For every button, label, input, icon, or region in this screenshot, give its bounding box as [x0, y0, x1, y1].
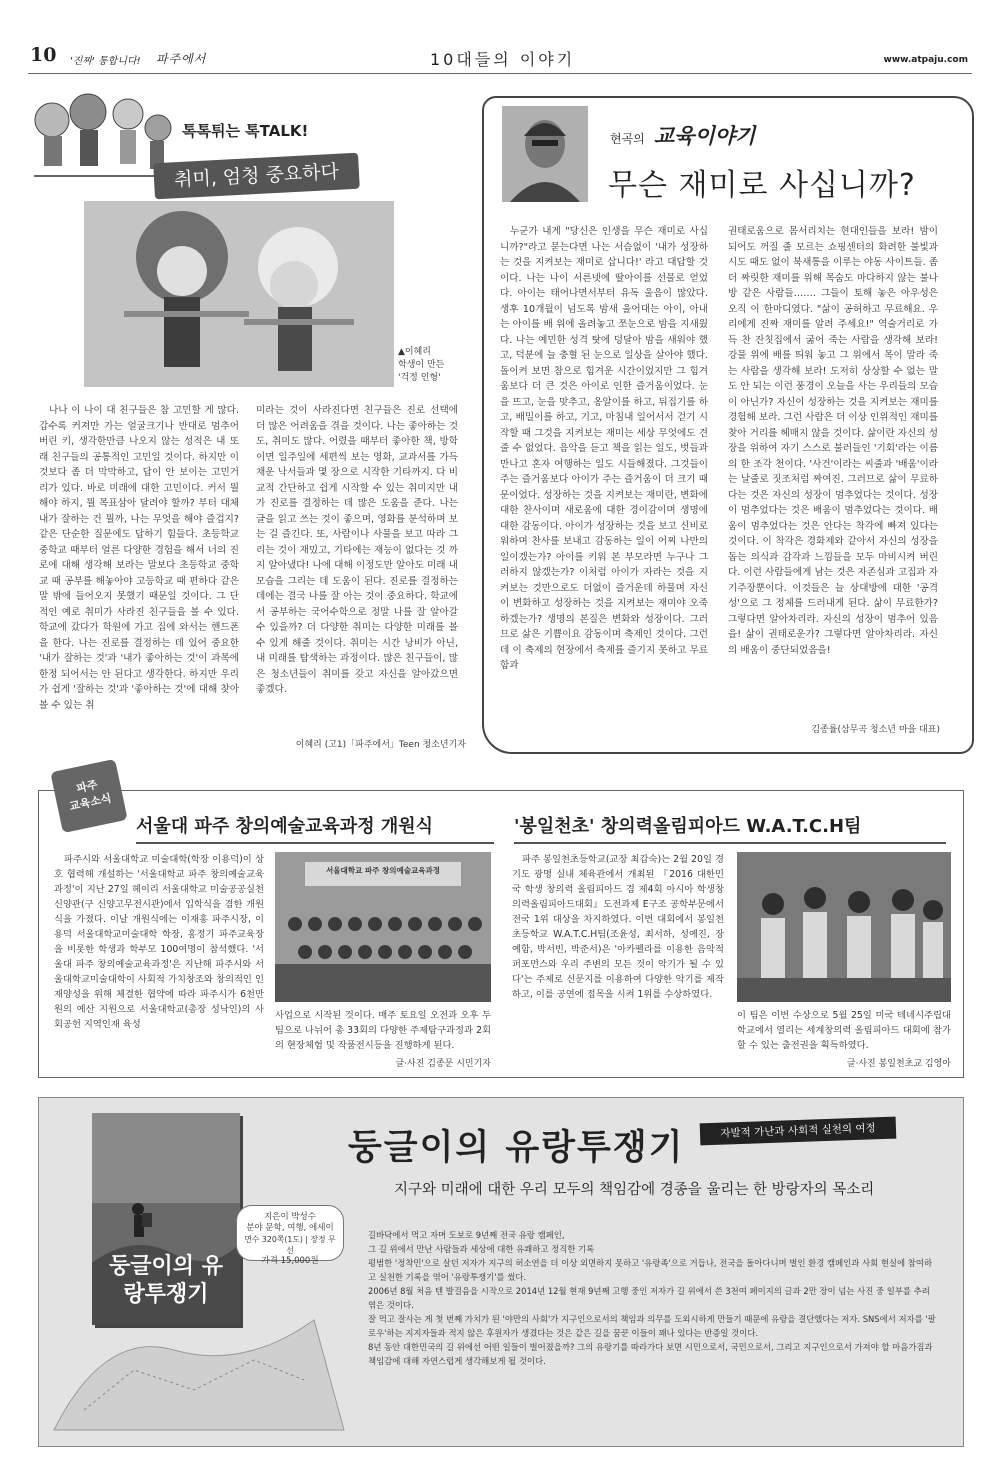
book-desc-para-3: 잘 먹고 잘사는 게 첫 번째 가치가 된 '야만의 사회'가 지구인으로서의 책임과 의무를 도외시하게 만들기 때문에 유랑을 결단했다는 저자. SNS에서 저자를 '팔로우'하는 지지자들과 적지 않은 후원자가 생겼다는 것은 같은 길을 꿈꾼 이들이 꽤나 있다는 반증일 것이다.: [368, 1314, 936, 1338]
ceremony-banner-text: 서울대학교 파주 창의예술교육과정: [326, 866, 440, 875]
column-byline: 김종률(삼무곡 청소년 마을 대표): [811, 725, 940, 735]
news-right-body: [512, 852, 724, 1072]
map-icon: [44, 1290, 354, 1440]
book-cover-title: 둥글이의 유랑투쟁기: [109, 1254, 223, 1307]
column-body-col1: [500, 224, 708, 746]
header-brand: 파주에서: [156, 52, 207, 66]
team-photo-icon: [737, 852, 951, 1002]
section-title: 10대들의 이야기: [430, 50, 576, 69]
book-tagline: 자발적 가난과 사회적 실천의 여정: [720, 1122, 876, 1140]
ceremony-photo: [275, 852, 491, 1002]
news-right-caption: [737, 1008, 951, 1054]
talk-body-col1: [39, 403, 239, 753]
caption-line-1: ▲이혜리: [398, 347, 432, 357]
talk-paragraph-1: 나나 이 나이 대 친구들은 참 고민할 게 많다. 갑수록 커져만 가는 얼굴크기나 반대로 멈추어버린 키, 생각한만큼 나오지 않는 성적은 내 또래 친구들의 공통적인 고민일 것이다. 하지만 이것보다 좀 더 막막하고, 답이 안 보이는 고민거리가 있다. 바로 미래에 대한 고민이다. 커서 뭘 해야 하지, 뭘 목표삼아 달려야 할까? 부터 대체 내가 잘하는 건 뭘까, 나는 무엇을 해야 즐겁지? 같은 단순한 질문에도 답하기 힘들다. 초등학교 중학교 때부터 얼른 다양한 경험을 해서 너의 진로에 대해 생각해 보라는 말보다 초등학교 중학교 때 공부를 해놓아야 고등학교 때 편하다 같은 말 밖에 들어오지 못했기 때문일 것이다. 그 단적인 예로 취미가 사라진 친구들을 볼 수 있다. 학교에 갔다가 학원에 가고 집에 와서는 핸드폰을 한다. 나는 진로를 결정하는 데 있어 중요한 '내가 잘하는 것'과 '내가 좋아하는 것'이 과목에 한정 되어서는 안 된다고 생각한다. 하지만 우리가 쉽게 '잘하는 것'과 '좋아하는 것'에 대해 찾아볼 수 있는 취: [39, 405, 239, 711]
column-kicker-big: 교육이야기: [653, 124, 756, 148]
column-title: 무슨 재미로 사십니까?: [608, 168, 916, 203]
book-subtitle: 지구와 미래에 대한 우리 모두의 책임감에 경종을 울리는 한 방랑자의 목소리: [394, 1182, 875, 1198]
book-desc-line-2: 그 길 위에서 만난 사람들과 세상에 대한 유쾌하고 정직한 기록: [368, 1244, 595, 1254]
author-portrait: [502, 106, 588, 202]
column-kicker-small: 현곡의: [610, 132, 645, 146]
news-right-paragraph: 파주 봉일천초등학교(교장 최갑숙)는 2월 20일 경기도 광명 실내 체육관에서 개최된 『2016 대한민국 학생 창의력 올림피아드 겸 제4회 아시아 학생창의력올림피아드대회』도전과제 E구조 공학부문에서 전국 1위 대상을 차지하였다. 이번 대회에서 봉일천초등학교 W.A.T.C.H팀(조윤성, 최서하, 성예진, 장예함, 박서빈, 박준서)은 '아카펠라를 이용한 음악적 퍼포먼스와 우리 주변의 모든 것이 악기가 될 수 있다'는 주제로 신문지를 이용하여 다양한 악기를 제작하고, 이를 공연에 접목을 시켜 1위를 수상하였다.: [512, 854, 724, 1000]
book-desc-para-4: 8년 동안 대한민국의 길 위에선 어떤 일들이 벌어졌을까? 그의 유랑기를 따라가다 보면 시민으로서, 국민으로서, 그리고 지구인으로서 가져야 할 마음가짐과 책임감에 대해 자연스럽게 생각해보게 될 것이다.: [368, 1342, 933, 1366]
column-paragraph-2: 권태로움으로 몸서리치는 현대인들을 보라! 밤이 되어도 꺼질 줄 모르는 쇼핑센터의 화려한 불빛과 시도 때도 없이 북새통을 이루는 야동 사이트들. 좀 더 짜릿한 재미를 위해 목숨도 마다하지 않는 불나방 같은 사람들……. 그들이 토해 놓은 아우성은 오직 이 한마디였다. "삶이 공허하고 무료해요. 우리에게 진짜 재미를 알려 주세요!" 역술거리로 가득 찬 잔칫집에서 굶어 죽는 사람을 생각해 보라! 강물 위에 배를 띄워 놓고 그 위에서 목이 말라 죽는 사람을 생각해 보라! 도저히 상상할 수 없는 말도 안 되는 이런 풍경이 오늘을 사는 우리들의 모습이 아닌가? 자신이 성장하는 것을 지켜보는 재미를 경험해 보라. 그런 사람은 더 이상 인위적인 재미를 찾아 거리를 헤매지 않을 것이다. 삶이란 자신의 성장을 위하여 자기 스스로 불러들인 '기회'라는 이름의 한 조각 천이다. '사건'이라는 씨줄과 '배움'이라는 날줄로 짓조처럼 짜여진. 그러므로 삶이 무료하다는 것은 자신의 성장이 멈추었다는 것이다. 성장이 멈추었다는 것은 배움이 멈추었다는 것이다. 배움이 멈추었다는 것은 안다는 착각에 빠져 있다는 것이다. 이 착각은 경화제와 같아서 자신의 성장을 돕는 의식과 감각과 느낌들을 모두 마비시켜 버린다. 이런 사람들에게 남는 것은 자존심과 고집과 자기주장뿐이다. 이것들은 늘 상대방에 대한 '공격성'으로 그 정체를 드러내게 된다. 삶이 무료한가? 그렇다면 알아차리라. 자신의 성장이 멈추어 있음을! 삶이 권태로운가? 그렇다면 알아차리라. 자신의 배움이 중단되었음을!: [728, 226, 938, 656]
column-paragraph-1: 누군가 내게 "당신은 인생을 무슨 재미로 사십니까?"라고 묻는다면 나는 서슴없이 '내가 성장하는 것을 지켜보는 재미로 삽니다!' 라고 대답할 것이다. 나는 나이 서른넷에 딸아이를 선물로 얻었다. 아이는 태어나면서부터 유독 울음이 많았다. 생후 10개월이 넘도록 밤새 울어대는 아이, 아내는 아이를 배 위에 올려놓고 쪼눈으로 밤을 지새웠다. 나는 예민한 성격 탓에 덩달아 밤을 새워야 했고, 덕분에 늘 충혈 된 눈으로 일상을 살아야 했다. 돌이켜 보면 참으로 힘겨운 시간이었지만 그 힘겨움보다 더 큰 것은 아이로 인한 즐거움이었다. 눈을 뜨고, 눈을 맞추고, 옹알이를 하고, 뒤집기를 하고, 배밀이를 하고, 기고, 마침내 일어서서 걷기 시작할 때 그것을 지켜보는 재미는 세상 무엇에도 견줄 수 없었다. 음악을 듣고 책을 읽는 일도, 벗들과 만나고 혼자 여행하는 일도 시들해졌다. 그것들이 주는 즐거움보다 아이가 주는 즐거움이 더 크기 때문이었다. 성장하는 것을 지켜보는 재미란, 변화에 대한 찬사이며 새로움에 대한 경이감이며 생명에 대한 감동이다. 아이가 성장하는 것을 보고 신비로워하며 찬사를 보내고 감동하는 일이 어찌 나만의 일이겠는가? 아이를 키워 본 부모라면 누구나 그러하지 않겠는가? 이처럼 아이가 자라는 것을 지켜보는 것만으로도 더없이 즐거운데 하물며 자신이 변화하고 성장하는 것을 지켜보는 재미야 오죽하겠는가? 생명의 본질은 변화와 성장이다. 그러므로 삶은 기쁨이요 감동이며 축제인 것이다. 그런데 이 축제의 현장에서 축제를 즐기지 못하고 무료함과: [500, 226, 708, 671]
team-photo: [737, 852, 951, 1002]
book-desc-para-1: 평범한 '정착민'으로 살던 저자가 지구의 허소연을 더 이상 외면하지 못하고 '유랑족'으로 거듭나, 전국을 돌아다니며 벌인 환경 캠페인과 사회 현실에 참여하고 실천한 기록을 엮어 '유랑투쟁기'를 썼다.: [368, 1258, 933, 1282]
page-number: 10: [30, 44, 57, 66]
news-badge-line-1: 파주: [75, 778, 99, 796]
talk-title: 취미, 엄청 중요하다: [173, 160, 340, 192]
caption-line-2: 학생이 만든: [398, 360, 445, 370]
talk-paragraph-2: 미라는 것이 사라진다면 친구들은 진로 선택에 더 많은 어려움을 겪을 것이다. 나는 좋아하는 것도, 취미도 많다. 어렸을 때부터 좋아한 책, 방학이면 일주일에 세편씩 보는 영화, 교과서를 가득채운 낙서들과 몇 장으로 시작한 기타까지. 다 비교적 간단하고 쉽게 시작할 수 있는 취미지만 내가 진로를 결정하는 데 많은 도움을 준다. 나는 글을 읽고 쓰는 것이 좋으며, 영화를 분석하며 보는 걸 즐긴다. 또, 사람이나 사물을 보고 따라 그리는 것이 재밌고, 기타에는 재능이 없다는 것 까지 알아냈다! 나에 대해 이정도만 알아도 미래 내 모습을 그리는 데 도움이 된다. 진로를 결정하는 데에는 결국 나를 잘 아는 것이 중요하다. 학교에서 공부하는 국어수학으로 정말 나를 잘 알아갈 수 있을까? 더 다양한 취미는 다양한 미래를 볼 수 있게 해줄 것이다. 취미는 시간 낭비가 아닌, 내 미래를 탐색하는 과정이다. 많은 친구들이, 많은 청소년들이 취미를 갖고 자신을 알아갔으면 좋겠다.: [256, 405, 458, 695]
news-left-body-col1: [54, 852, 264, 1072]
book-description: [368, 1228, 940, 1368]
talk-title-banner: [153, 153, 360, 200]
news-left-paragraph-2: 사업으로 시작된 것이다. 매주 토요일 오전과 오후 두 팀으로 나뉘어 총 33회의 다양한 주제탐구과정과 2회의 현장체험 및 작품전시등을 진행하게 된다.: [275, 1010, 491, 1051]
news-badge-line-2: 교육소식: [68, 791, 113, 814]
header-url: www.atpaju.com: [883, 55, 968, 65]
worry-doll-photo: [84, 201, 394, 387]
book-title: 둥글이의 유랑투쟁기: [348, 1128, 685, 1168]
column-kicker: [610, 120, 755, 150]
talk-body-col2: [256, 403, 458, 733]
news-right-title: '봉일천초' 창의력올림피아드 W.A.T.C.H팀: [514, 812, 946, 844]
news-right-caption-text: 이 팀은 이번 수상으로 5월 25일 미국 테네시주립대학교에서 열리는 세계창의력 올림피아드 대회에 참가할 수 있는 출전권을 획득하였다.: [737, 1010, 951, 1051]
news-left-title: 서울대 파주 창의예술교육과정 개원식: [136, 812, 494, 844]
author-portrait-icon: [502, 106, 588, 202]
header-slogan: '진짜' 통합니다!: [70, 56, 141, 67]
book-info-price: 가격 15,000원: [261, 1256, 319, 1266]
column-body-col2: [728, 224, 938, 720]
book-info-genre: 분야 문학, 여행, 에세이: [246, 1223, 334, 1233]
worry-doll-icon: [84, 201, 394, 387]
news-left-paragraph-1: 파주시와 서울대학교 미술대학(학장 이용덕)이 상호 협력해 개설하는 '서울대학교 파주 창의예술교육과정'이 지난 27일 헤이리 서울대학교 미술공공실천 신양관(구 신양고무전시관)에서 입학식을 겸한 개원식을 가졌다. 이날 개원식에는 이재홍 파주시장, 이용덕 서울대학교미술대학 학장, 홍정기 파주교육장을 비롯한 학생과 학부모 100여명이 참석했다. '서울대 파주 창의예술교육과정'은 지난해 파주시와 서울대학교미술대학이 사회적 가치창조와 창의적인 인재양성을 위해 체결한 협약에 따라 파주시가 6천만원의 예산 지원으로 서울대학교(총장 성낙인)의 사회공헌 지역인재 육성: [54, 854, 264, 1030]
book-desc-para-2: 2006년 8월 처음 텐 발걸음을 시작으로 2014년 12월 현재 9년째 고행 중인 저자가 길 위에서 쓴 3천여 페이지의 글과 2만 장이 넘는 사진 중 일부를 추려 엮은 것이다.: [368, 1286, 930, 1310]
photo-caption: [398, 346, 470, 385]
page-header: [28, 42, 972, 74]
book-info-pages: 면수 320쪽(1도) | 장정 무선: [244, 1235, 336, 1255]
map-decoration: [44, 1290, 354, 1440]
news-left-byline: 글·사진 김종문 시민기자: [395, 1059, 491, 1069]
caption-line-3: '걱정 인형': [398, 373, 441, 383]
book-info-card: [236, 1205, 344, 1266]
book-info-author: 지은이 박성수: [264, 1212, 316, 1222]
talk-byline: 이혜리 (고1)「파주에서」Teen 청소년기자: [295, 740, 466, 750]
news-right-byline: 글·사진 봉일천초교 김영아: [846, 1059, 951, 1069]
talk-badge: 톡톡튀는 톡TALK!: [182, 122, 309, 140]
book-desc-line-1: 길바닥에서 먹고 자며 도보로 9년째 전국 유랑 캠페인,: [368, 1230, 565, 1240]
